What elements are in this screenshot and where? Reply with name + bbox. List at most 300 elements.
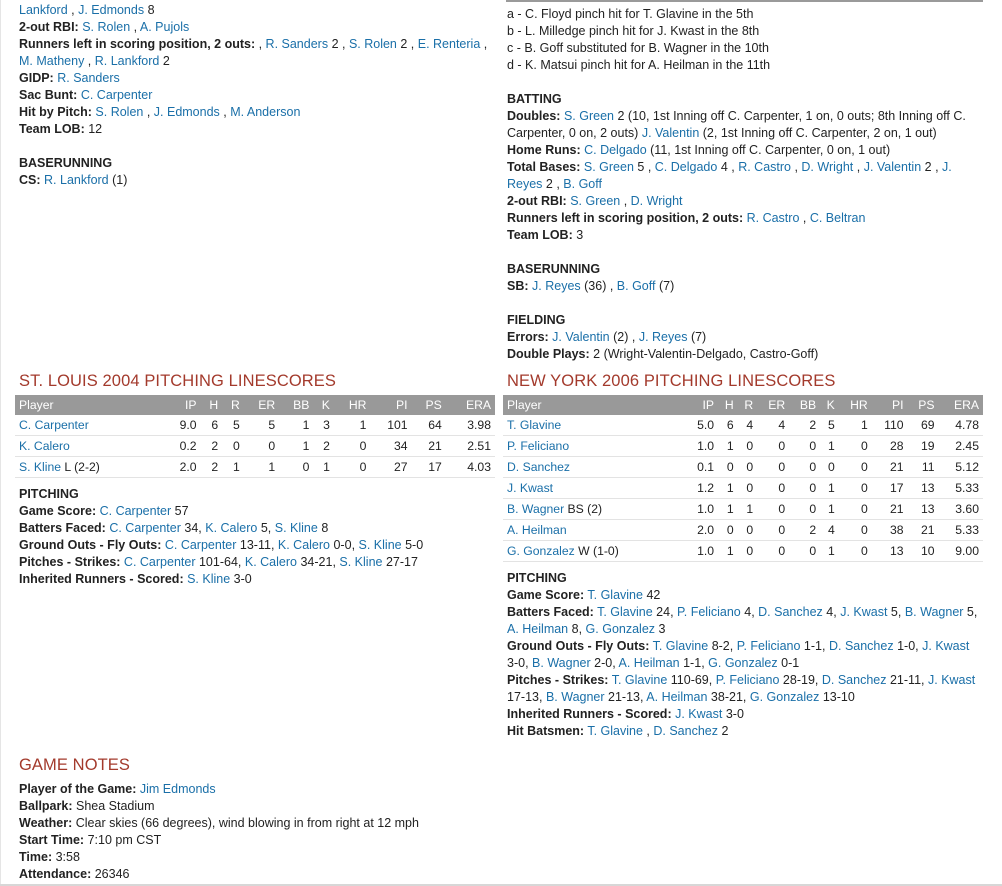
label: 2-out RBI: [507,194,567,208]
player-link[interactable]: T. Glavine [652,639,709,653]
label: Hit Batsmen: [507,724,585,738]
col-header: Player [15,395,165,415]
substitution-note: b - L. Milledge pinch hit for J. Kwast in the 8th [507,24,760,38]
baserunning-heading: BASERUNNING [19,156,113,170]
stat-cell: 2.0 [686,520,718,541]
stat-cell: 0 [718,520,738,541]
game-score-line [15,503,495,520]
player-link[interactable]: D. Sanchez [507,460,571,474]
risp-line: Runners left in scoring position, 2 outs: R. Castro , C. Beltran [507,211,866,225]
stat-value: 8 [321,521,329,535]
stat-cell: 28 [872,436,908,457]
value: (11, 1st Inning off C. Carpenter, 0 on, 1 out) [650,143,891,157]
weather-line [15,815,495,832]
attendance-line [15,866,495,883]
batters-faced-line: Batters Faced: C. Carpenter 34, K. Calero 5, S. Kline 8 [19,521,329,535]
player-link[interactable]: C. Carpenter [164,538,237,552]
stat-cell: 1 [820,478,839,499]
player-link[interactable]: J. Reyes [507,160,952,191]
stat-value: 28-19 [782,673,815,687]
player-cell [15,457,165,478]
player-cell [15,436,165,457]
label: Home Runs: [507,143,581,157]
stat-value: 24 [656,605,671,619]
stat-cell: 2 [789,415,820,436]
player-link[interactable]: P. Feliciano [677,605,741,619]
player-link[interactable]: S. Green [563,109,614,123]
player-link[interactable]: A. Heilman [507,523,567,537]
label: 2-out RBI: [19,20,79,34]
player-link[interactable]: S. Rolen [82,20,131,34]
pitches-strikes-line: Pitches - Strikes: C. Carpenter 101-64, K. Calero 34-21, S. Kline 27-17 [19,555,418,569]
player-link[interactable]: B. Wagner [545,690,605,704]
player-link[interactable]: K. Calero [244,555,297,569]
value: Clear skies (66 degrees), wind blowing in from right at 12 mph [75,816,419,830]
player-link[interactable]: S. Kline [339,555,383,569]
stat-value: 5 [637,160,645,174]
stl-table-body [15,415,495,478]
substitution-note: d - K. Matsui pinch hit for A. Heilman in the 11th [507,58,771,72]
stat-cell: 1 [222,457,244,478]
value: Carpenter, 0 on, 2 outs) [507,126,639,140]
pitching-heading: PITCHING [507,571,567,585]
col-header: Player [503,395,686,415]
player-link[interactable]: J. Edmonds [78,3,145,17]
player-link[interactable]: J. Edmonds [153,105,220,119]
stat-cell: 3.60 [939,499,983,520]
stat-value: 2 [162,54,170,68]
player-link[interactable]: B. Wagner [532,656,591,670]
player-link[interactable]: S. Rolen [348,37,397,51]
stat-cell: 5.33 [939,520,983,541]
stat-cell: 69 [908,415,939,436]
stat-cell: 2 [201,436,223,457]
stat-value: 110-69 [670,673,709,687]
label: Double Plays: [507,347,590,361]
stat-cell: 1 [718,541,738,562]
two-out-rbi-line: 2-out RBI: S. Rolen , A. Pujols [19,20,190,34]
player-link[interactable]: A. Heilman [618,656,680,670]
stat-cell: 0 [757,457,789,478]
player-link[interactable]: M. Anderson [230,105,301,119]
table-row [503,457,983,478]
value: 3:58 [55,850,80,864]
player-link[interactable]: C. Carpenter [19,418,89,432]
stat-value: 2 [924,160,932,174]
gidp-line [15,70,495,87]
stat-value: 8 [147,3,155,17]
stat-cell: 0 [789,436,820,457]
stat-cell: 1 [279,415,313,436]
col-header: K [820,395,839,415]
col-header: IP [165,395,200,415]
table-row [15,436,495,457]
stat-cell: 1 [718,499,738,520]
player-link[interactable]: Lankford [19,3,68,17]
stat-cell: 5 [820,415,839,436]
stat-value: 5 [966,605,974,619]
stat-value: 0-1 [781,656,800,670]
stat-cell: 1 [738,499,758,520]
stat-cell: 0 [757,478,789,499]
stat-cell: 17 [412,457,446,478]
stat-cell: 1 [313,457,334,478]
player-link[interactable]: J. Reyes [638,330,688,344]
stat-cell: 0 [738,457,758,478]
stat-cell: 21 [872,457,908,478]
player-link[interactable]: J. Valentin [641,126,700,140]
player-link[interactable]: P. Feliciano [507,439,570,453]
label: Batters Faced: [507,605,594,619]
stl-pitching-table [15,395,495,478]
label: SB: [507,279,529,293]
stat-value: 21-13 [608,690,641,704]
player-link[interactable]: J. Kwast [675,707,723,721]
ground-fly-outs-line: Ground Outs - Fly Outs: T. Glavine 8-2, P. Feliciano 1-1, D. Sanchez 1-0, J. Kwast 3-0, B. Wagner 2-0, A. Heilman 1-1, G. Gonzalez 0-1 [507,639,970,670]
player-link[interactable]: K. Calero [205,521,258,535]
player-link[interactable]: Matheny [36,54,85,68]
label: Pitches - Strikes: [19,555,121,569]
player-link[interactable]: R. Lankford [94,54,160,68]
stl-pitching-title: ST. LOUIS 2004 PITCHING LINESCORES [19,372,336,390]
stat-cell: 0 [839,499,872,520]
stat-value: 2 [721,724,729,738]
player-link[interactable]: K. Calero [277,538,330,552]
player-link[interactable]: P. Feliciano [715,673,780,687]
ballpark-line [15,798,495,815]
stat-value: 8-2 [711,639,730,653]
stat-cell: 21 [412,436,446,457]
label: Game Score: [507,588,585,602]
inherited-runners-line [503,706,983,723]
stat-cell: 1 [244,457,279,478]
label: Total Bases: [507,160,581,174]
value: 2 (Wright-Valentin-Delgado, Castro-Goff) [593,347,819,361]
nym-pitching-title: NEW YORK 2006 PITCHING LINESCORES [507,372,836,390]
player-link[interactable]: D. Sanchez [821,673,887,687]
stat-value: 4 [720,160,728,174]
stat-cell: 4.03 [446,457,495,478]
stat-value: 57 [174,504,189,518]
label: Ground Outs - Fly Outs: [19,538,162,552]
batting-line-continued: Lankford , J. Edmonds 8 [19,3,155,17]
stat-cell: 3.98 [446,415,495,436]
player-link[interactable]: S. Kline [19,460,62,474]
label: Inherited Runners - Scored: [507,707,672,721]
player-link[interactable]: C. Delgado [654,160,718,174]
stat-cell: 5.0 [686,415,718,436]
stat-value: 3-0 [725,707,744,721]
player-cell [503,541,686,562]
stat-value: (36) [584,279,607,293]
stat-value: 4 [744,605,752,619]
stat-value: 2 [400,37,408,51]
batting-heading: BATTING [507,92,562,106]
stat-cell: 0.2 [165,436,200,457]
player-link[interactable]: J. Kwast [507,481,554,495]
player-link[interactable]: S. Green [570,194,621,208]
stat-cell: 13 [908,478,939,499]
stl-pitching-section [15,372,495,588]
stat-cell: 0 [738,436,758,457]
col-header: BB [279,395,313,415]
table-row [503,499,983,520]
table-row [503,541,983,562]
stat-cell: 1 [334,415,371,436]
stat-value: (7) [658,279,675,293]
stat-value: 38-21 [710,690,743,704]
table-header-row [15,395,495,415]
player-link[interactable]: D. Sanchez [758,605,823,619]
stat-value: 8 [571,622,579,636]
stat-value: 17-13 [507,690,539,704]
player-cell [503,520,686,541]
player-link[interactable]: D. Sanchez [828,639,894,653]
stat-cell: 0 [757,541,789,562]
label: GIDP: [19,71,54,85]
stat-cell: 13 [872,541,908,562]
player-link[interactable]: A. Pujols [139,20,190,34]
pitches-strikes-line: Pitches - Strikes: T. Glavine 110-69, P. Feliciano 28-19, D. Sanchez 21-11, J. Kwast 17-13, B. Wagner 21-13, A. Heilman 38-21, G. Gonzalez 13-10 [507,673,976,704]
player-link[interactable]: K. Calero [19,439,70,453]
team-lob-line [503,227,983,244]
stat-cell: 64 [412,415,446,436]
hit-batsmen-line: Hit Batsmen: T. Glavine , D. Sanchez 2 [507,724,729,738]
player-link[interactable]: J. Kwast [928,673,976,687]
label: Pitches - Strikes: [507,673,609,687]
table-row [503,415,983,436]
label: Ballpark: [19,799,73,813]
player-cell [503,457,686,478]
player-link[interactable]: R. Castro [746,211,800,225]
label: Inherited Runners - Scored: [19,572,184,586]
stat-cell: 6 [718,415,738,436]
player-link[interactable]: S. Kline [274,521,318,535]
col-header: R [222,395,244,415]
player-link[interactable]: B. Goff [616,279,656,293]
player-link[interactable]: C. Carpenter [99,504,172,518]
label: Time: [19,850,53,864]
team-lob-line [15,121,495,138]
player-link[interactable]: D. Sanchez [653,724,718,738]
player-link[interactable]: S. Kline [187,572,231,586]
player-link[interactable]: B. Goff [563,177,602,191]
stat-cell: 4.78 [939,415,983,436]
col-header: ER [757,395,789,415]
player-link[interactable]: D. Wright [630,194,683,208]
player-link[interactable]: J. Valentin [863,160,922,174]
stat-cell: 6 [201,415,223,436]
stat-cell: 4 [738,415,758,436]
stat-cell: 110 [872,415,908,436]
player-link[interactable]: A. Heilman [507,622,569,636]
stat-value: 34 [184,521,199,535]
stat-cell: 0 [789,478,820,499]
stat-value: 13-10 [822,690,855,704]
doubles-line [503,108,983,142]
stat-cell: 0 [222,436,244,457]
stat-cell: 10 [908,541,939,562]
stat-cell: 2 [201,457,223,478]
game-notes-section [15,756,495,883]
label: Weather: [19,816,73,830]
stat-cell: 5 [244,415,279,436]
stat-cell: 0 [757,520,789,541]
col-header: ERA [939,395,983,415]
stat-cell: 0 [839,436,872,457]
player-link[interactable]: C. Carpenter [80,88,153,102]
player-link[interactable]: S. Green [583,160,634,174]
table-row [503,520,983,541]
stat-cell: 34 [370,436,411,457]
stat-value: 5 [890,605,898,619]
player-link[interactable]: B. Wagner [507,502,565,516]
label: Attendance: [19,867,92,881]
player-link[interactable]: T. Glavine [587,724,643,738]
stat-cell: 0 [718,457,738,478]
stat-cell: 0 [334,436,371,457]
stat-cell: 13 [908,499,939,520]
stat-cell: 0 [757,436,789,457]
table-row [15,457,495,478]
stat-cell: 0 [244,436,279,457]
player-link[interactable]: R. Sanders [57,71,120,85]
player-link[interactable]: G. Gonzalez [749,690,820,704]
player-link[interactable]: R. Lankford [44,173,109,187]
col-header: H [718,395,738,415]
stat-cell: 0 [738,520,758,541]
value: Shea Stadium [75,799,155,813]
stat-cell: 0.1 [686,457,718,478]
label: Runners left in scoring position, 2 outs: [507,211,744,225]
stat-value: 5 [260,521,268,535]
value: 2 (10, 1st Inning off C. Carpenter, 1 on, 0 outs; 8th Inning off C. [617,109,966,123]
col-header: IP [686,395,718,415]
stat-cell: 2 [789,520,820,541]
stat-value: (2) [613,330,629,344]
label: Doubles: [507,109,561,123]
player-link[interactable]: T. Glavine [507,418,562,432]
player-link[interactable]: C. Carpenter [123,555,196,569]
player-cell [503,499,686,520]
nym-pitching-table [503,395,983,562]
stat-cell: 0 [820,457,839,478]
player-link[interactable]: P. Feliciano [736,639,801,653]
stat-cell: 4 [757,415,789,436]
col-header: ER [244,395,279,415]
stat-cell: 0 [757,499,789,520]
player-link[interactable]: S. Rolen [95,105,144,119]
total-bases-line: Total Bases: S. Green 5 , C. Delgado 4 , R. Castro , D. Wright , J. Valentin 2 , J. Reyes 2 , B. Goff [507,160,952,191]
player-link[interactable]: T. Glavine [597,605,653,619]
stat-cell: 1 [820,436,839,457]
player-link[interactable]: E. Renteria [417,37,481,51]
stat-value: 1-1 [803,639,822,653]
player-link[interactable]: J. Kwast [840,605,888,619]
label: Errors: [507,330,549,344]
player-link[interactable]: T. Glavine [611,673,668,687]
player-link[interactable]: B. Wagner [904,605,964,619]
stat-cell: 0 [789,541,820,562]
stat-value: 13-11 [239,538,271,552]
label: Hit by Pitch: [19,105,92,119]
col-header: PI [370,395,411,415]
stat-value: 0-0 [333,538,352,552]
player-link[interactable]: M. [19,54,33,68]
stat-value: 42 [646,588,661,602]
player-link[interactable]: D. Wright [801,160,854,174]
nym-table-body [503,415,983,562]
stat-cell: 0 [839,520,872,541]
player-link[interactable]: J. Kwast [922,639,970,653]
stat-cell: 0 [279,457,313,478]
stat-cell: 1.0 [686,499,718,520]
player-of-game-line [15,781,495,798]
stat-value: 3-0 [507,656,526,670]
stat-value: 21-11 [889,673,922,687]
inherited-runners-line [15,571,495,588]
decision-note: W (1-0) [578,544,619,558]
table-row [15,415,495,436]
stat-cell: 5 [222,415,244,436]
stat-cell: 38 [872,520,908,541]
home-runs-line [503,142,983,159]
col-header: PS [908,395,939,415]
player-link[interactable]: J. Reyes [532,279,581,293]
player-link[interactable]: C. Carpenter [109,521,181,535]
two-out-rbi-line: 2-out RBI: S. Green , D. Wright [507,194,683,208]
player-link[interactable]: G. Gonzalez [708,656,778,670]
player-link[interactable]: A. Heilman [646,690,708,704]
stat-cell: 2.0 [165,457,200,478]
stat-cell: 5.33 [939,478,983,499]
substitution-note: c - B. Goff substituted for B. Wagner in the 10th [507,41,769,55]
stat-cell: 9.0 [165,415,200,436]
player-link[interactable]: C. Beltran [809,211,866,225]
col-header: BB [789,395,820,415]
player-link[interactable]: S. Kline [358,538,402,552]
errors-line: Errors: J. Valentin (2) , J. Reyes (7) [507,330,707,344]
label: Sac Bunt: [19,88,78,102]
stat-value: 4 [826,605,834,619]
stat-cell: 1.2 [686,478,718,499]
stat-cell: 19 [908,436,939,457]
stat-value: (1) [112,173,128,187]
page-left-edge [0,0,1,886]
stat-value: 101-64 [198,555,238,569]
stat-cell: 0 [738,541,758,562]
game-score-line [503,587,983,604]
player-link[interactable]: G. Gonzalez [585,622,656,636]
col-header: PI [872,395,908,415]
player-link[interactable]: R. Sanders [265,37,329,51]
stat-value: 3-0 [233,572,252,586]
player-link[interactable]: C. Delgado [584,143,647,157]
start-time-line [15,832,495,849]
player-link[interactable]: T. Glavine [587,588,643,602]
label: Batters Faced: [19,521,106,535]
player-link[interactable]: J. Valentin [552,330,610,344]
stat-cell: 0 [738,478,758,499]
game-notes-title: GAME NOTES [19,756,131,774]
stat-value: 2-0 [594,656,613,670]
player-link[interactable]: Jim Edmonds [139,782,216,796]
stat-value: 3 [576,228,584,242]
player-link[interactable]: R. Castro [738,160,791,174]
player-link[interactable]: G. Gonzalez [507,544,575,558]
stat-cell: 101 [370,415,411,436]
baserunning-heading: BASERUNNING [507,262,601,276]
